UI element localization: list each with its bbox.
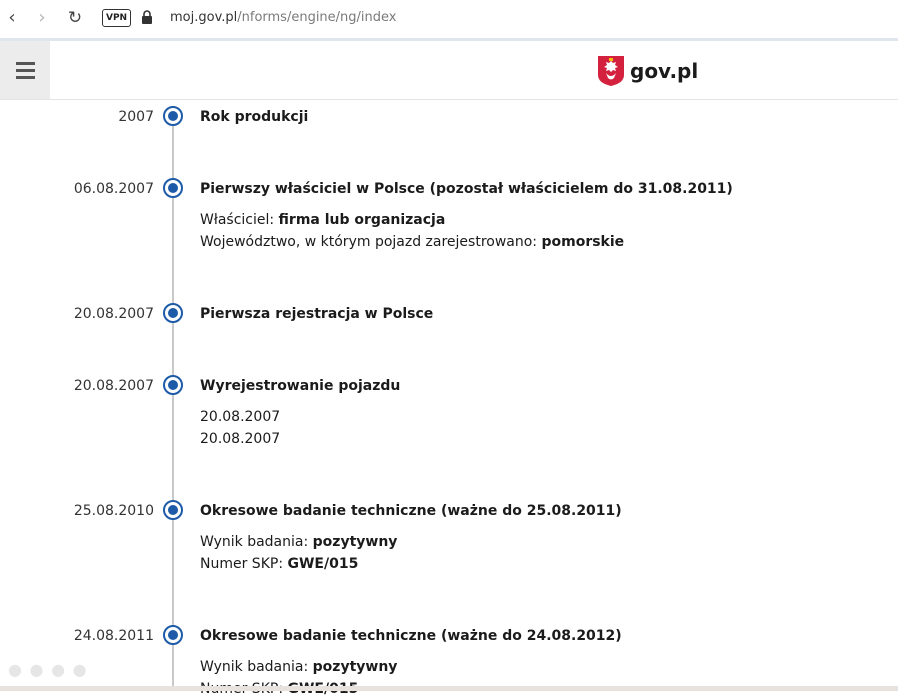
back-icon[interactable]: ‹: [8, 7, 16, 28]
timeline-dot-icon: [163, 625, 183, 645]
event-detail: [200, 533, 397, 551]
event-detail: [200, 658, 397, 676]
event-date: 20.08.2007: [73, 306, 154, 322]
address-bar[interactable]: [170, 10, 397, 25]
site-header: [0, 41, 898, 100]
event-date: 24.08.2011: [73, 628, 154, 644]
lock-icon: [142, 10, 152, 24]
event-detail-value: GWE/015: [287, 556, 359, 572]
event-detail: [200, 233, 624, 251]
event-detail-label: 20.08.2007: [200, 431, 281, 447]
timeline-dot-icon: [163, 178, 183, 198]
event-detail-label: Właściciel:: [200, 212, 279, 228]
event-date: 20.08.2007: [73, 378, 154, 394]
vpn-badge[interactable]: VPN: [102, 9, 131, 27]
timeline-dot-icon: [163, 303, 183, 323]
event-detail-label: Wynik badania:: [200, 659, 313, 675]
event-title: Wyrejestrowanie pojazdu: [200, 378, 401, 394]
browser-toolbar: [0, 0, 898, 41]
event-title: Pierwsza rejestracja w Polsce: [200, 306, 434, 322]
event-title: Okresowe badanie techniczne (ważne do 24.08.2012): [200, 628, 622, 644]
forward-icon[interactable]: ›: [38, 7, 46, 28]
timeline-dot-icon: [163, 106, 183, 126]
timeline-line: [172, 114, 174, 691]
event-detail-value: pozytywny: [312, 659, 398, 675]
logo-text: gov.pl: [630, 59, 699, 83]
timeline-dot-icon: [163, 500, 183, 520]
bottom-strip: [0, 686, 898, 691]
gov-pl-logo[interactable]: [597, 55, 698, 87]
url-path: /nforms/engine/ng/index: [237, 10, 397, 25]
event-detail: [200, 555, 358, 573]
polish-eagle-icon: [597, 55, 625, 87]
event-detail-label: 20.08.2007: [200, 409, 281, 425]
event-detail-value: pomorskie: [541, 234, 625, 250]
event-detail-value: firma lub organizacja: [278, 212, 446, 228]
event-detail-label: Wynik badania:: [200, 534, 313, 550]
event-detail-value: pozytywny: [312, 534, 398, 550]
event-detail-label: Numer SKP:: [200, 556, 288, 572]
timeline-dot-icon: [163, 375, 183, 395]
reload-icon[interactable]: ↻: [67, 8, 83, 28]
event-date: 25.08.2010: [73, 503, 154, 519]
event-detail-label: Województwo, w którym pojazd zarejestrowano:: [200, 234, 542, 250]
event-detail: [200, 408, 280, 426]
event-detail: [200, 211, 445, 229]
event-date: 2007: [118, 109, 154, 125]
event-title: Pierwszy właściciel w Polsce (pozostał właścicielem do 31.08.2011): [200, 181, 733, 197]
event-date: 06.08.2007: [73, 181, 154, 197]
event-title: Okresowe badanie techniczne (ważne do 25.08.2011): [200, 503, 622, 519]
event-title: Rok produkcji: [200, 109, 309, 125]
url-domain: moj.gov.pl: [170, 10, 238, 25]
watermark: ● ● ● ●: [8, 660, 88, 679]
hamburger-menu-icon[interactable]: [0, 41, 50, 99]
event-detail: [200, 430, 280, 448]
